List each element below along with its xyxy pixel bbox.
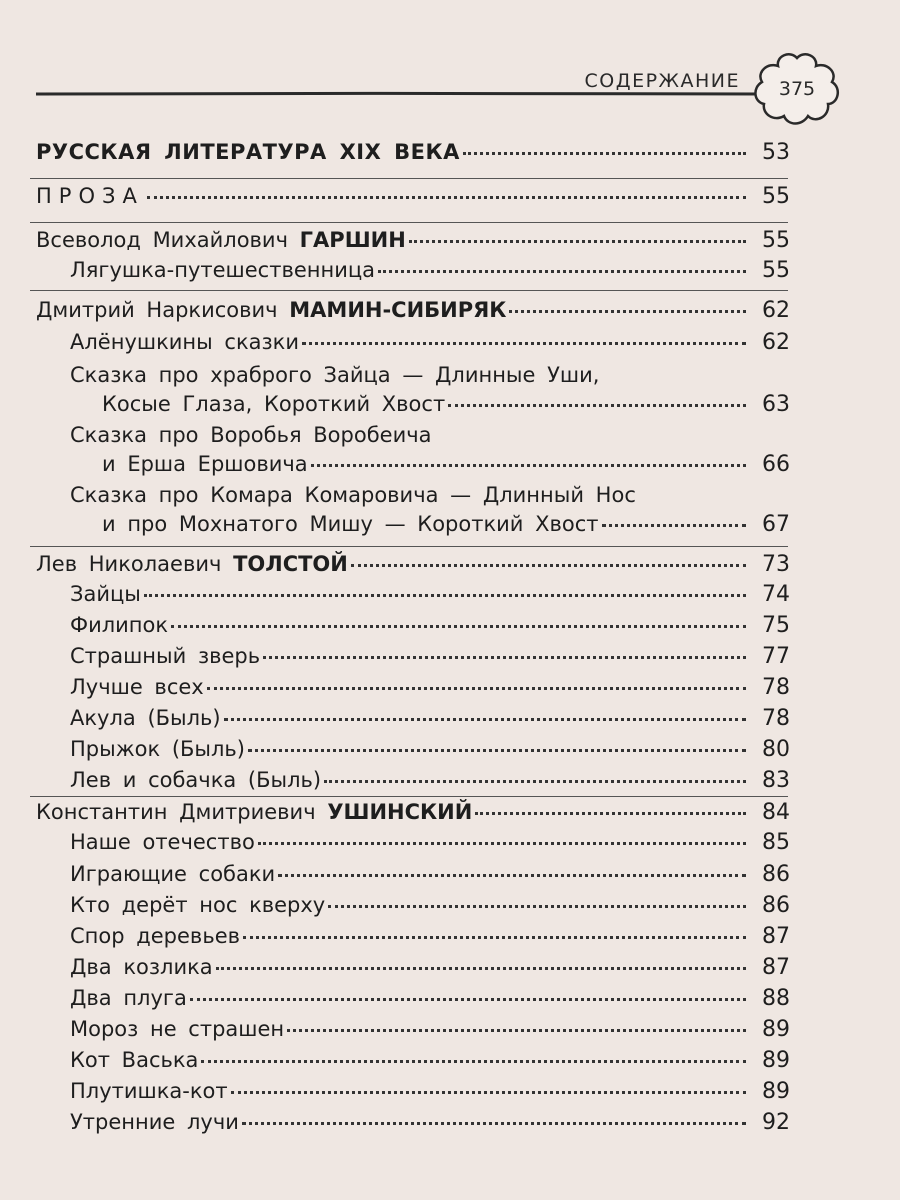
toc-work[interactable] bbox=[0, 984, 900, 1016]
page-ref: 73 bbox=[762, 552, 790, 577]
toc-author-tolstoy[interactable] bbox=[0, 550, 900, 582]
author-name: Дмитрий Наркисович bbox=[36, 298, 278, 322]
work-title: Лучше всех bbox=[70, 675, 204, 699]
work-title: Плутишка-кот bbox=[70, 1079, 228, 1103]
toc-subsection[interactable] bbox=[0, 182, 900, 214]
page-ref: 89 bbox=[762, 1048, 790, 1073]
dot-leader bbox=[147, 196, 746, 199]
work-title: Зайцы bbox=[70, 582, 141, 606]
dot-leader bbox=[324, 780, 746, 783]
work-title: Лягушка-путешественница bbox=[70, 258, 376, 282]
page-ref: 62 bbox=[762, 298, 790, 323]
dot-leader bbox=[287, 1029, 746, 1032]
work-title: Страшный зверь bbox=[70, 644, 261, 668]
page-ref: 66 bbox=[762, 452, 790, 477]
toc-work[interactable] bbox=[0, 510, 900, 542]
page-ref: 53 bbox=[762, 140, 790, 165]
work-title-line1[interactable]: Сказка про Воробья Воробеича bbox=[70, 423, 432, 447]
dot-leader bbox=[311, 464, 746, 467]
dot-leader bbox=[190, 998, 746, 1001]
page-ref: 55 bbox=[762, 258, 790, 283]
dot-leader bbox=[463, 152, 746, 155]
work-title: Алёнушкины сказки bbox=[70, 330, 299, 354]
dot-leader bbox=[409, 240, 746, 243]
toc-author-garshin[interactable] bbox=[0, 226, 900, 258]
divider bbox=[30, 290, 788, 291]
dot-leader bbox=[144, 594, 746, 597]
page-ref: 89 bbox=[762, 1079, 790, 1104]
dot-leader bbox=[351, 564, 746, 567]
toc-work[interactable] bbox=[0, 611, 900, 643]
author-surname: УШИНСКИЙ bbox=[327, 800, 473, 824]
toc-work[interactable] bbox=[0, 953, 900, 985]
toc-work[interactable] bbox=[0, 766, 900, 798]
work-title: Мороз не страшен bbox=[70, 1017, 285, 1041]
dot-leader bbox=[448, 404, 746, 407]
dot-leader bbox=[602, 524, 746, 527]
page-ref: 77 bbox=[762, 644, 790, 669]
divider bbox=[30, 546, 788, 547]
dot-leader bbox=[509, 310, 746, 313]
dot-leader bbox=[302, 342, 746, 345]
page-ref: 83 bbox=[762, 768, 790, 793]
divider bbox=[30, 178, 788, 179]
page-ref: 86 bbox=[762, 862, 790, 887]
work-title: Два козлика bbox=[70, 955, 213, 979]
dot-leader bbox=[243, 936, 746, 939]
page-ref: 85 bbox=[762, 830, 790, 855]
dot-leader bbox=[248, 749, 746, 752]
header-title: СОДЕРЖАНИЕ bbox=[584, 70, 740, 92]
dot-leader bbox=[207, 687, 746, 690]
dot-leader bbox=[278, 874, 746, 877]
dot-leader bbox=[201, 1060, 746, 1063]
toc-work[interactable] bbox=[0, 704, 900, 736]
work-title: Кто дерёт нос кверху bbox=[70, 893, 326, 917]
work-title-line2: Косые Глаза, Короткий Хвост bbox=[102, 392, 446, 416]
dot-leader bbox=[224, 718, 746, 721]
toc-work[interactable] bbox=[0, 450, 900, 482]
author-surname: ТОЛСТОЙ bbox=[233, 552, 348, 576]
dot-leader bbox=[216, 967, 746, 970]
toc-work[interactable] bbox=[0, 922, 900, 954]
dot-leader bbox=[242, 1122, 746, 1125]
page-ref: 89 bbox=[762, 1017, 790, 1042]
page-ref: 80 bbox=[762, 737, 790, 762]
work-title: Два плуга bbox=[70, 986, 187, 1010]
toc-work[interactable] bbox=[0, 642, 900, 674]
work-title: Лев и собачка (Быль) bbox=[70, 768, 322, 792]
author-surname: МАМИН-СИБИРЯК bbox=[289, 298, 507, 322]
page-ref: 78 bbox=[762, 706, 790, 731]
toc-author-ushinsky[interactable] bbox=[0, 798, 900, 830]
page-ref: 84 bbox=[762, 800, 790, 825]
author-name: Всеволод Михайлович bbox=[36, 228, 288, 252]
toc-work[interactable] bbox=[0, 390, 900, 422]
author-surname: ГАРШИН bbox=[299, 228, 406, 252]
author-name: Лев Николаевич bbox=[36, 552, 222, 576]
toc-work[interactable] bbox=[0, 256, 900, 288]
work-title: Наше отечество bbox=[70, 830, 255, 854]
page-ref: 75 bbox=[762, 613, 790, 638]
page-ref: 67 bbox=[762, 512, 790, 537]
toc-work[interactable] bbox=[0, 328, 900, 360]
toc-section[interactable] bbox=[0, 138, 900, 170]
toc-work[interactable] bbox=[0, 673, 900, 705]
page-ref: 87 bbox=[762, 924, 790, 949]
dot-leader bbox=[231, 1091, 746, 1094]
dot-leader bbox=[258, 842, 746, 845]
toc-work[interactable] bbox=[0, 828, 900, 860]
page-ref: 86 bbox=[762, 893, 790, 918]
work-title-line1[interactable]: Сказка про Комара Комаровича — Длинный Нос bbox=[70, 483, 636, 507]
toc-work[interactable] bbox=[0, 1108, 900, 1140]
work-title: Утренние лучи bbox=[70, 1110, 239, 1134]
toc-work[interactable] bbox=[0, 735, 900, 767]
toc-work[interactable] bbox=[0, 1046, 900, 1078]
divider bbox=[30, 796, 788, 797]
page-ref: 55 bbox=[762, 184, 790, 209]
work-title: Спор деревьев bbox=[70, 924, 240, 948]
page-ref: 87 bbox=[762, 955, 790, 980]
divider bbox=[30, 222, 788, 223]
section-title: РУССКАЯ ЛИТЕРАТУРА XIX ВЕКА bbox=[36, 140, 460, 164]
page-ref: 92 bbox=[762, 1110, 790, 1135]
work-title: Кот Васька bbox=[70, 1048, 199, 1072]
page-ref: 63 bbox=[762, 392, 790, 417]
author-name: Константин Дмитриевич bbox=[36, 800, 316, 824]
page-number: 375 bbox=[778, 78, 816, 100]
work-title: Акула (Быль) bbox=[70, 706, 221, 730]
dot-leader bbox=[475, 812, 746, 815]
page-ref: 78 bbox=[762, 675, 790, 700]
toc-work[interactable] bbox=[0, 580, 900, 612]
toc-work[interactable] bbox=[0, 1077, 900, 1109]
work-title-line2: и Ерша Ершовича bbox=[102, 452, 308, 476]
work-title: Играющие собаки bbox=[70, 862, 276, 886]
toc-author-mamin[interactable] bbox=[0, 296, 900, 328]
toc-work[interactable] bbox=[0, 860, 900, 892]
dot-leader bbox=[328, 905, 746, 908]
toc-work[interactable] bbox=[0, 1015, 900, 1047]
work-title-line2: и про Мохнатого Мишу — Короткий Хвост bbox=[102, 512, 599, 536]
work-title-line1[interactable]: Сказка про храброго Зайца — Длинные Уши, bbox=[70, 363, 600, 387]
work-title: Филипок bbox=[70, 613, 169, 637]
page-ref: 62 bbox=[762, 330, 790, 355]
toc-work[interactable] bbox=[0, 891, 900, 923]
page-ref: 74 bbox=[762, 582, 790, 607]
dot-leader bbox=[263, 656, 746, 659]
dot-leader bbox=[378, 270, 746, 273]
dot-leader bbox=[171, 625, 746, 628]
work-title: Прыжок (Быль) bbox=[70, 737, 245, 761]
page-ref: 55 bbox=[762, 228, 790, 253]
subsection-title: ПРОЗА bbox=[36, 184, 144, 208]
page-ref: 88 bbox=[762, 986, 790, 1011]
